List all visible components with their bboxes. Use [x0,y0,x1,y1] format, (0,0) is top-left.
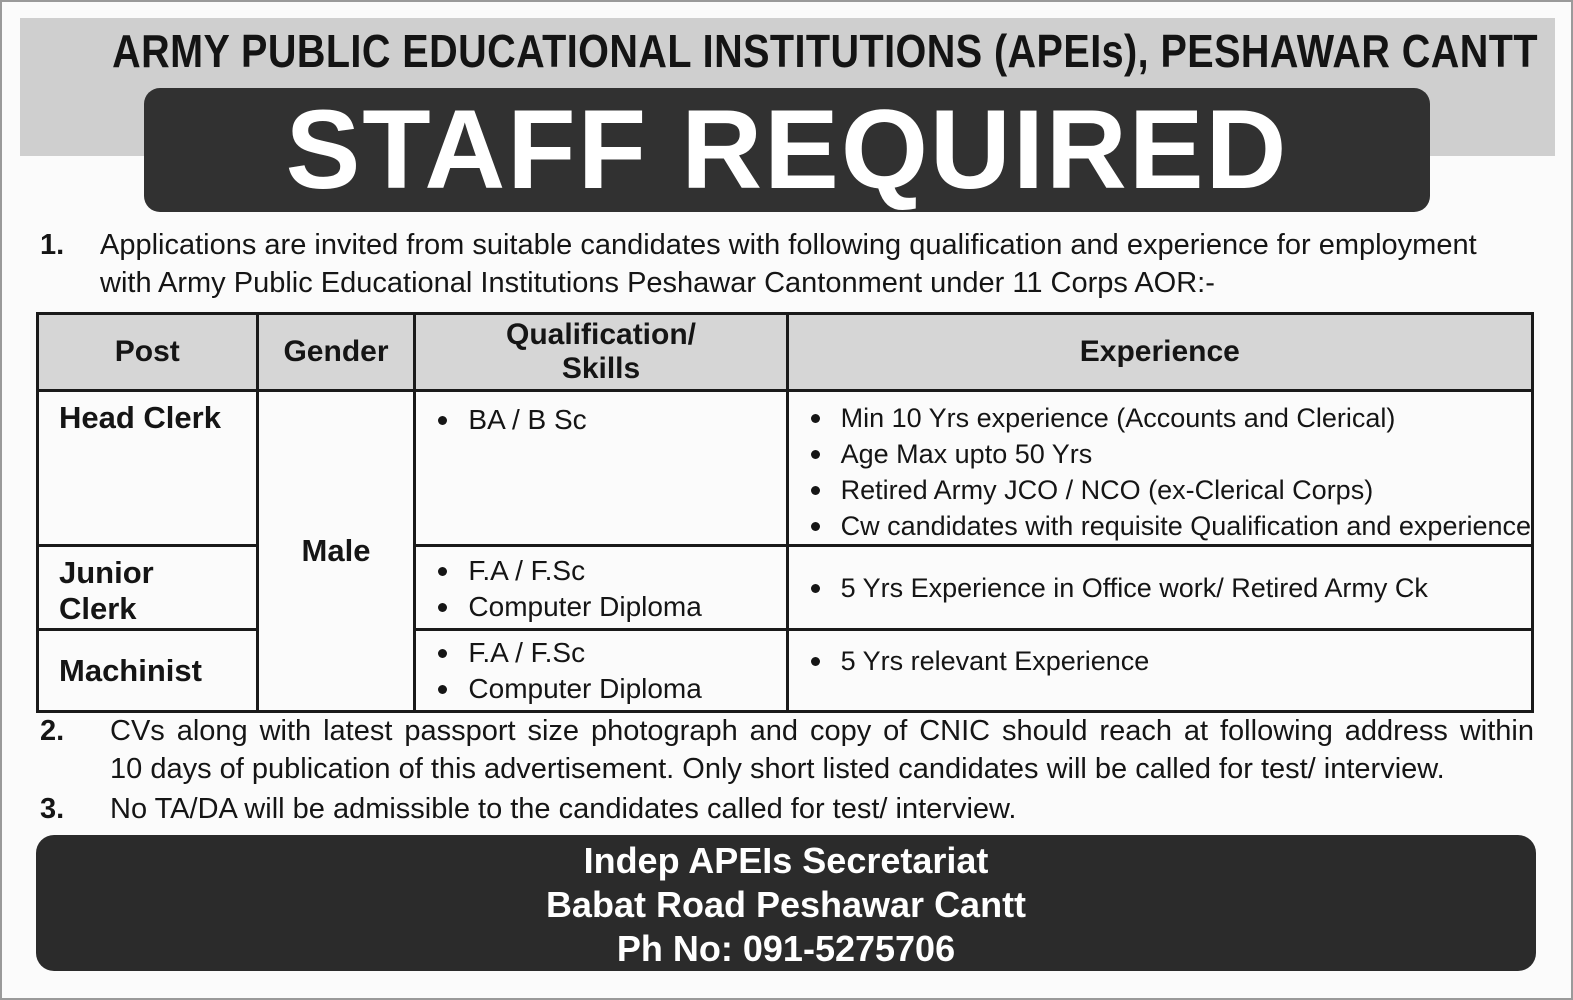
post-junior-clerk-line-1: Junior [59,555,154,590]
list-item: F.A / F.Sc [468,553,785,589]
header-experience: Experience [787,314,1532,391]
qualification-cell [415,546,787,630]
post-cell [38,630,258,712]
qualification-list [416,631,785,707]
org-title: ARMY PUBLIC EDUCATIONAL INSTITUTIONS (APEIs), PESHAWAR CANTT [112,25,1538,77]
intro-line-2: with Army Public Educational Institutions Peshawar Cantonment under 11 Corps AOR:- [100,267,1215,299]
post-junior-clerk-line-2: Clerk [59,591,137,626]
qualification-cell [415,391,787,546]
point-3-text [110,790,1534,828]
header-qualification-line-1: Qualification/ [505,318,697,351]
banner-text: STAFF REQUIRED [285,87,1289,212]
point-3-line: No TA/DA will be admissible to the candidates called for test/ interview. [110,793,1017,825]
qualification-cell [415,630,787,712]
point-2-line-2: 10 days of publication of this advertisement. Only short listed candidates will be called for test/ interview. [110,753,1445,785]
experience-cell [787,391,1532,546]
post-junior-clerk [39,547,256,627]
list-item: Min 10 Yrs experience (Accounts and Clerical) [841,400,1531,436]
experience-cell [787,630,1532,712]
list-item: Cw candidates with requisite Qualification and experience [841,508,1531,544]
staff-required-banner [144,88,1430,212]
experience-cell [787,546,1532,630]
point-number-3: 3. [40,793,65,825]
intro-text [100,226,1540,302]
list-item: 5 Yrs Experience in Office work/ Retired Army Ck [841,570,1531,606]
table-row [38,391,1533,546]
header-qualification [415,314,787,391]
list-item: Computer Diploma [468,671,785,707]
header-gender: Gender [257,314,415,391]
header-post: Post [38,314,258,391]
point-number-2: 2. [40,715,65,747]
list-item: Retired Army JCO / NCO (ex-Clerical Corps) [841,472,1531,508]
point-2-line-1: CVs along with latest passport size photograph and copy of CNIC should reach at following address within [110,715,1534,747]
intro-line-1: Applications are invited from suitable candidates with following qualification and experience for employment [100,229,1477,261]
experience-list [789,631,1531,679]
experience-list [789,392,1531,544]
post-machinist: Machinist [59,652,202,688]
address-block [36,839,1536,971]
address-footer [36,835,1536,971]
list-item: F.A / F.Sc [468,635,785,671]
point-number-1: 1. [40,229,65,261]
list-item: BA / B Sc [468,402,785,438]
list-item: Computer Diploma [468,589,785,625]
address-line-2: Babat Road Peshawar Cantt [545,884,1027,925]
qualification-list [416,547,785,625]
address-line-1: Indep APEIs Secretariat [583,840,989,881]
qualification-list [416,392,785,438]
post-head-clerk: Head Clerk [59,400,221,435]
header-qualification-line-2: Skills [561,352,641,385]
gender-cell: Male [257,391,415,712]
post-cell [38,546,258,630]
jobs-table [36,312,1534,713]
post-cell [38,391,258,546]
list-item: Age Max upto 50 Yrs [841,436,1531,472]
phone-number: Ph No: 091-5275706 [616,928,956,969]
experience-list [789,570,1531,606]
point-2-text [110,712,1534,788]
list-item: 5 Yrs relevant Experience [841,643,1531,679]
table-header-row [38,314,1533,391]
